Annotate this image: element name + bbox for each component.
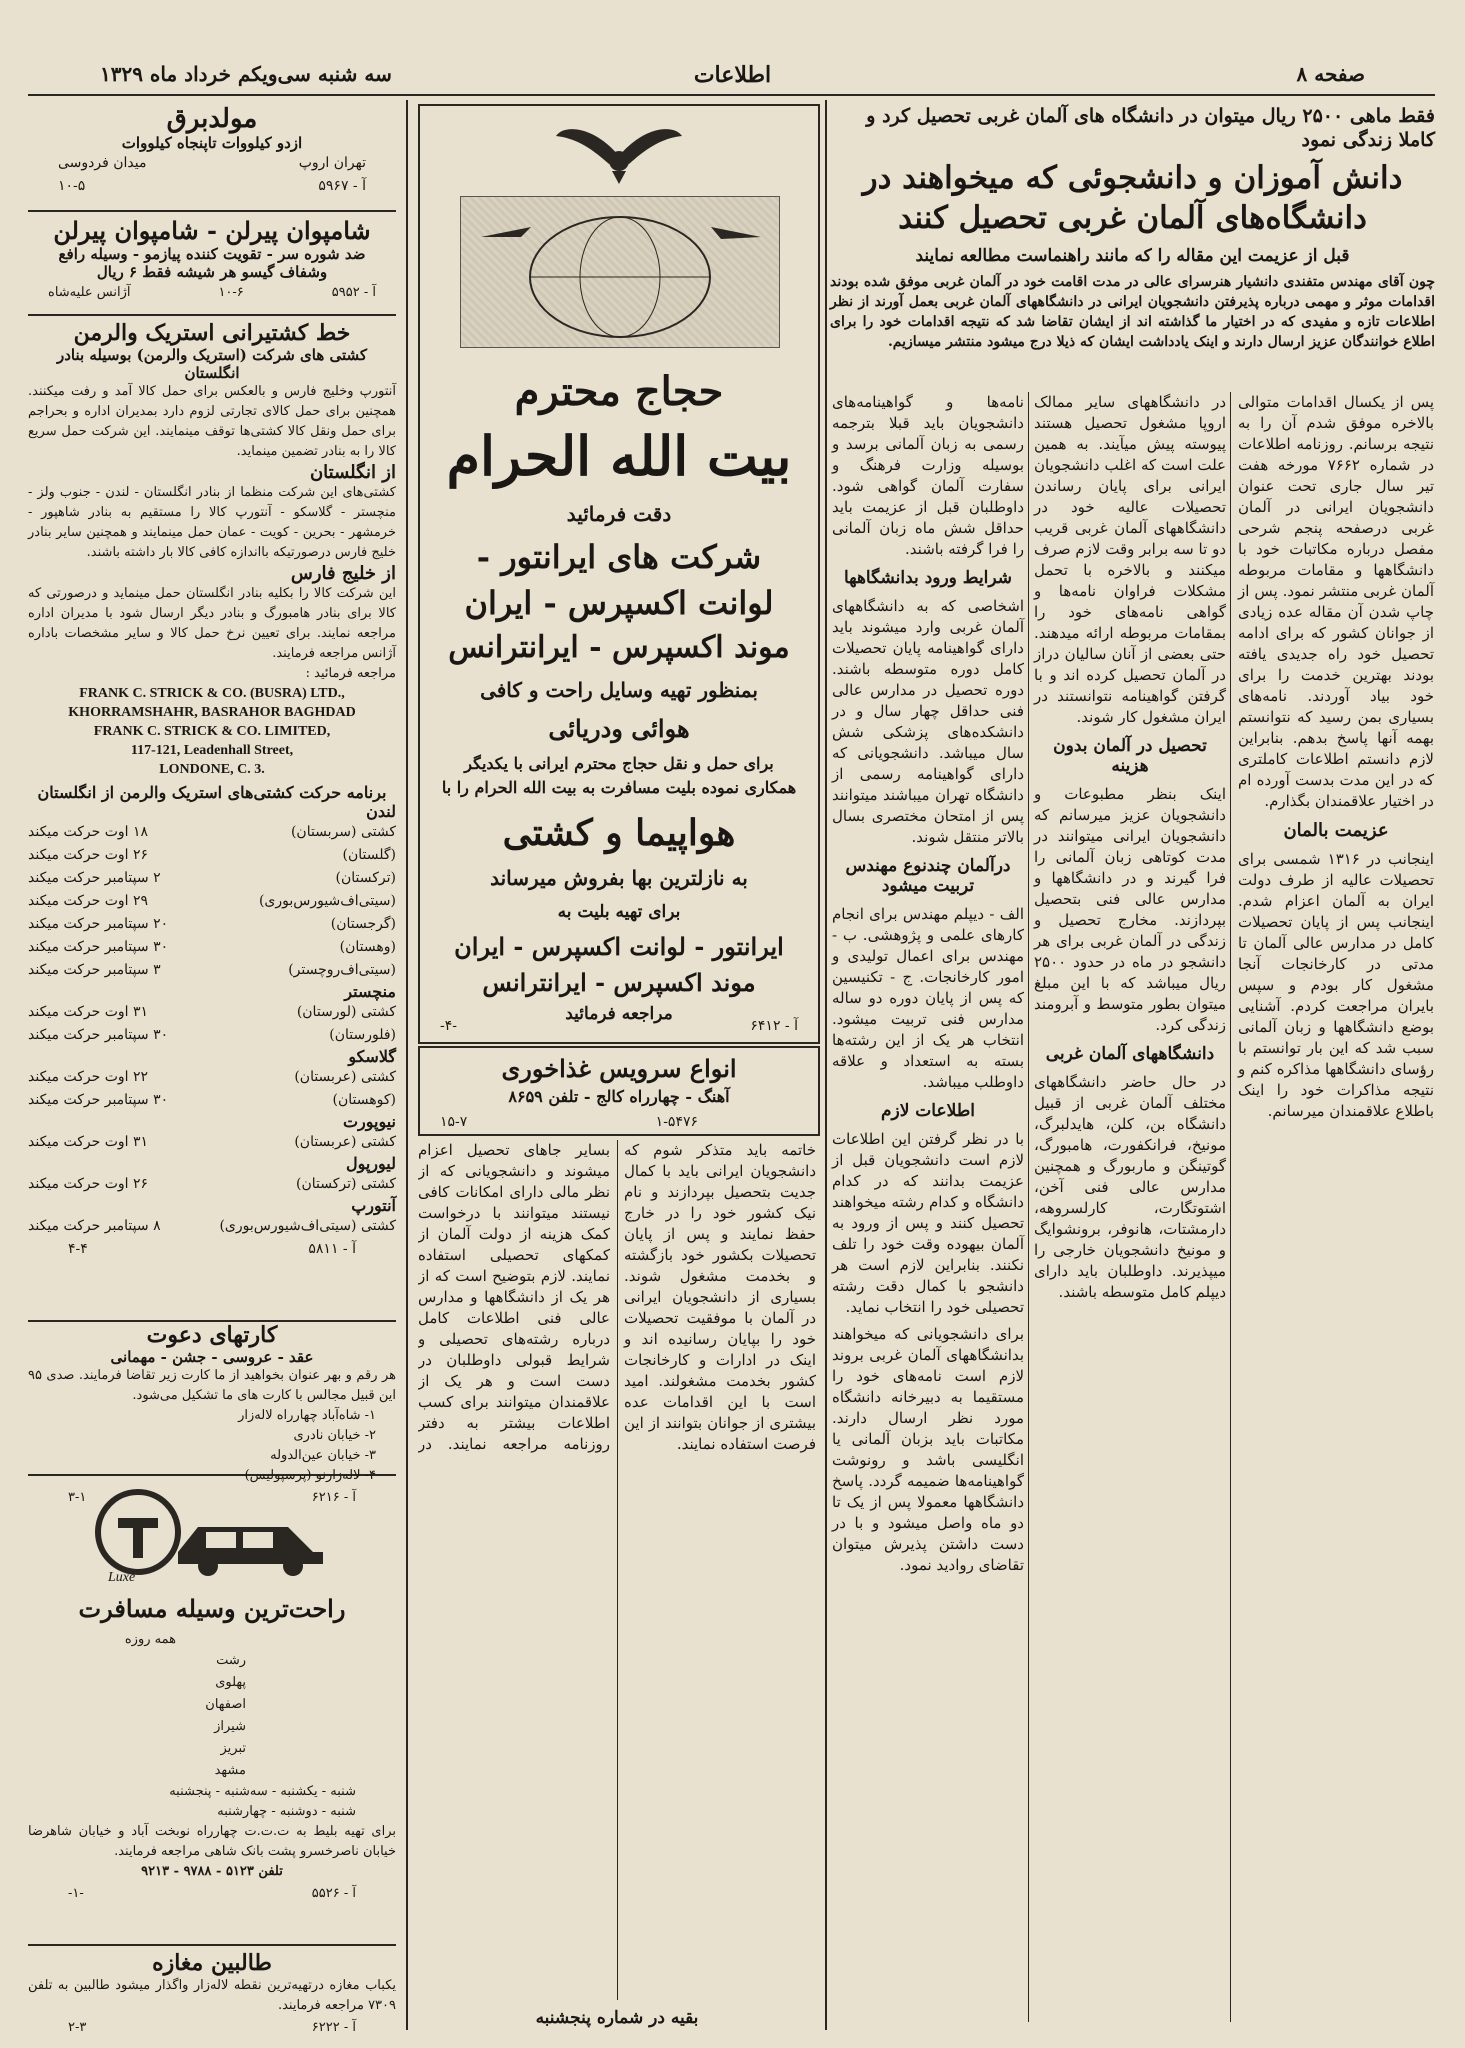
- ship-departure: ۲۹ اوت حرکت میکند: [28, 893, 149, 909]
- travel-city: تبریز: [220, 1741, 246, 1756]
- invitation-cards-ad: [28, 1320, 396, 1505]
- travel-city: مشهد: [214, 1763, 246, 1778]
- schedule-row: [28, 1066, 396, 1089]
- subhead: درآلمان چندنوع مهندس تربیت میشود: [845, 856, 1011, 896]
- schedule-row: [28, 821, 396, 844]
- page-number: صفحه ۸: [1296, 62, 1365, 86]
- shipping-title: خط کشتیرانی استریک والرمن: [73, 320, 351, 346]
- shipping-text: آنتورپ وخلیج فارس و بالعکس برای حمل کالا آمد و رفت میکنند. همچنین برای حمل کالای تجارتی لزوم دارد بمدیران اداره و بحراجم برای حمل ونقل کالا کشتی‌ها توقف مینمایند. این شرکت حمل سریع کالا را به بنادر تضمین مینماید.: [28, 384, 396, 459]
- continued-article: [418, 1140, 816, 2000]
- ship-departure: ۳۰ سپتامبر حرکت میکند: [28, 939, 169, 955]
- article-deck: قبل از عزیمت این مقاله را که مانند راهنماست مطالعه نمایند: [915, 246, 1350, 266]
- ad-code: -۱-: [68, 1886, 84, 1901]
- ad-code: ۲-۳: [68, 2020, 87, 2035]
- ad-code: آ - ۵۹۶۷: [318, 178, 366, 194]
- shop-text: یکباب مغازه درتهیه‌ترین نقطه لاله‌زار واگذار میشود طالبین به تلفن ۷۳۰۹ مراجعه فرمایند.: [28, 1978, 396, 2013]
- subhead: شرایط ورود بدانشگاهها: [843, 568, 1013, 588]
- schedule-antwerp: [28, 1215, 396, 1238]
- port-label: لیورپول: [345, 1154, 396, 1173]
- english-address: LONDONE, C. 3.: [159, 762, 265, 777]
- generator-address: میدان فردوسی: [58, 155, 147, 171]
- ship-name: (وهستان): [339, 939, 396, 955]
- ship-departure: ۲ سپتامبر حرکت میکند: [28, 870, 161, 886]
- ship-departure: ۱۸ اوت حرکت میکند: [28, 824, 149, 840]
- cards-subtitle: عقد - عروسی - جشن - مهمانی: [110, 1348, 314, 1366]
- ship-name: کشتی (عربستان): [294, 1069, 396, 1085]
- shop-ad: [28, 1950, 396, 2035]
- schedule-row: [28, 936, 396, 959]
- hajj-notice: دقت فرمائید: [566, 502, 672, 526]
- ship-departure: ۳۱ اوت حرکت میکند: [28, 1004, 149, 1020]
- schedule-row: [28, 1215, 396, 1238]
- shampoo-title: شامپوان پیرلن - شامپوان پیرلن: [53, 216, 371, 245]
- cards-address: ۲- خیابان نادری: [293, 1428, 376, 1443]
- port-label: لندن: [366, 802, 396, 821]
- travel-phone: تلفن ۵۱۲۳ - ۹۷۸۸ - ۹۲۱۳: [141, 1864, 283, 1879]
- travel-ad: [28, 1482, 396, 1942]
- shipping-text: این شرکت کالا را بکلیه بنادر انگلستان حمل مینماید و درصورتی که کالا برای بنادر هامبورگ و بنادر دیگر ارسال شود با مدیران اداره مراجعه نمایند. برای تعیین نرخ حمل کالا و سایر مشخصات باداره آژانس مراجعه فرمایند.: [28, 586, 396, 661]
- cards-address: ۳- خیابان عین‌الدوله: [270, 1448, 376, 1463]
- shipping-subtitle: کشتی های شرکت (استریک والرمن) بوسیله بنادر انگلستان: [56, 346, 368, 382]
- company-names: لوانت اکسپرس - ایران: [464, 584, 774, 622]
- schedule-glasgow: [28, 1066, 396, 1112]
- ad-code: ۱۰-۵: [58, 178, 86, 194]
- article-headline: دانش آموزان و دانشجوئی که میخواهند در دانشگاه‌های آلمان غربی تحصیل کنند: [862, 160, 1403, 236]
- ship-departure: ۲۲ اوت حرکت میکند: [28, 1069, 149, 1085]
- ship-name: (سیتی‌اف‌روچستر): [288, 962, 396, 978]
- ship-departure: ۳۰ سپتامبر حرکت میکند: [28, 1092, 169, 1108]
- ship-departure: ۲۶ اوت حرکت میکند: [28, 1176, 149, 1192]
- ship-name: (گلستان): [342, 847, 396, 863]
- article-paragraph: الف - دیپلم مهندس برای انجام کارهای علمی و پژوهشی. ب - مهندس برای اعمال تولیدی و امور کارخانجات. ج - تکنیسین که پس از پایان دوره دو ساله مدارس فنی تربیت میشود. انتخاب هر یک از این رشته‌ها بسته به استعداد و علاقه داوطلب میباشد.: [832, 905, 1024, 1091]
- ad-code: -۴-: [440, 1018, 457, 1034]
- generator-subtitle: ازدو کیلووات تاپنجاه کیلووات: [121, 134, 303, 152]
- ad-code: آ - ۶۲۲۲: [311, 2020, 356, 2035]
- article-paragraph: اشخاصی که به دانشگاههای آلمان غربی وارد میشوند باید دارای گواهینامه پایان تحصیلات کامل دوره متوسطه باشند. دوره تحصیل در مدارس عالی فنی حداقل چهار سال و در دانشکده‌های پزشکی شش سال میباشد. دانشجویانی که دارای گواهینامه رسمی از دانشگاه تهران میباشند میتوانند پس از امتحان مختصری بسال بالاتر منتقل شوند.: [832, 597, 1024, 846]
- ad-code: ۳-۱: [68, 1490, 87, 1505]
- travel-city: اصفهان: [205, 1697, 246, 1712]
- article-intro: چون آقای مهندس متفندی دانشیار هنرسرای عالی در مدت اقامت خود در آلمان غربی موفق شده بودند اقدامات موثر و مهمی درباره پذیرفتن دانشجویان ایرانی در دانشگاههای آلمان غربی بعمل آورند از نظر اطلاعات تازه و مفیدی که در اختیار ما گذاشته اند از ایشان تقاضا شد که نتیجه اقدامات خود را برای اطلاع خوانندگان عزیز ارسال دارند و اینک یادداشت ایشان که ذیلا درج میشود منتشر میسازیم.: [830, 274, 1435, 350]
- schedule-row: [28, 959, 396, 982]
- schedule-row: [28, 913, 396, 936]
- article-column-3: [832, 392, 1024, 1576]
- travel-city: پهلوی: [215, 1675, 246, 1690]
- hajj-means: هوائی ودریائی: [548, 714, 690, 743]
- english-address: FRANK C. STRICK & CO. LIMITED,: [93, 724, 331, 739]
- english-address: FRANK C. STRICK & CO. (BUSRA) LTD.,: [79, 686, 345, 701]
- hajj-agents: ایرانتور - لوانت اکسپرس - ایران: [454, 932, 784, 961]
- catering-address: آهنگ - چهارراه کالج - تلفن ۸۶۵۹: [508, 1087, 730, 1106]
- generator-ad: [28, 104, 396, 214]
- article-paragraph: در حال حاضر دانشگاههای مختلف آلمان غربی از قبیل دانشگاه بن، کلن، هایدلبرگ، مونیخ، فرانکفورت، هامبورگ، گوتینگن و ماربورگ و همچنین مدارس عالی فنی آخن، اشتوتگارت، کارلسروهه، دارمشتات، هانوفر، برونشوایگ و مونیخ دانشجویان خارجی را میپذیرند. داوطلبان باید دارای دیپلم کامل متوسطه باشند.: [1034, 1073, 1226, 1301]
- travel-days: شنبه - یکشنبه - سه‌شنبه - پنجشنبه: [169, 1784, 356, 1799]
- ad-divider: [28, 314, 396, 316]
- ad-code: ۱۵-۷: [440, 1114, 468, 1130]
- hajj-description: برای حمل و نقل حجاج محترم ایرانی با یکدیگر همکاری نموده بلیت مسافرت به بیت الله الحرام را با: [441, 754, 797, 797]
- shipping-ad: [28, 320, 396, 1261]
- generator-address: تهران اروپ: [298, 155, 366, 171]
- shipping-refer: مراجعه فرمائید :: [305, 666, 396, 681]
- schedule-row: [28, 890, 396, 913]
- shipping-subhead: از انگلستان: [309, 462, 396, 483]
- ad-code: ۱۰-۶: [218, 285, 244, 300]
- ship-name: کشتی (سربستان): [290, 824, 396, 840]
- schedule-newport: [28, 1131, 396, 1154]
- main-article: [830, 104, 1435, 352]
- schedule-row: [28, 844, 396, 867]
- ad-code: آ - ۵۸۱۱: [308, 1241, 356, 1257]
- shampoo-text: ضد شوره سر - تقویت کننده پیازمو - وسیله رافع: [58, 245, 366, 263]
- subhead: عزیمت بالمان: [1283, 820, 1389, 841]
- ship-name: کشتی (سیتی‌اف‌شیورس‌بوری): [219, 1218, 396, 1234]
- travel-text: برای تهیه بلیط به ت.ت.ت چهارراه نوبخت آباد و خیابان شاهرضا خیابان ناصرخسرو پشت بانک شاهی مراجعه فرمایند.: [28, 1824, 396, 1859]
- hajj-ticket: برای تهیه بلیت به: [557, 902, 681, 922]
- travel-header: همه روزه: [124, 1632, 176, 1647]
- ship-name: کشتی (عربستان): [294, 1134, 396, 1150]
- ad-code: ۱-۵۴۷۶: [655, 1114, 698, 1130]
- ad-code: آ - ۵۵۲۶: [311, 1886, 356, 1901]
- company-names: موند اکسپرس - ایرانترانس: [448, 630, 790, 665]
- column-rule: [1230, 392, 1231, 2022]
- schedule-row: [28, 1001, 396, 1024]
- schedule-row: [28, 1131, 396, 1154]
- article-paragraph: در دانشگاههای سایر ممالک اروپا مشغول تحصیل هستند پیوسته پیش میآیند. به همین علت است که اغلب دانشجویان ایرانی برای پایان رساندن تحصیلات عالیه خود در دانشگاههای آلمان غربی قریب دو تا سه برابر وقت لازم صرف میکنند و بالاخره با تحمل مشکلات فراوان نامه‌ها و گواهی نامه‌های خود را بمقامات مربوطه ارائه میدهند. حتی بعضی از آنان سالیان دراز در آلمان تحصیل کرده اند و با گرفتن گواهینامه نتوانستند در ایران مشغول کار شوند.: [1034, 393, 1226, 726]
- article-paragraph: اینجانب در ۱۳۱۶ شمسی برای تحصیلات عالیه از طرف دولت ایران به آلمان اعزام شدم. اینجانب پس از پایان تحصیلات کامل در مدارس عالی آلمان تا مدتی در کارخانجات آنجا مشغول کار بودم و سپس بایران مراجعت کردم. آشنایی بوضع دانشگاهها و زبان آلمانی سبب شد که این بار توانستم با رؤسای دانشگاهها مذاکره کنم و نتیجه مذاکرات خود را اینک باطلاع علاقمندان میرسانم.: [1238, 850, 1434, 1120]
- travel-title: راحت‌ترین وسیله مسافرت: [78, 1594, 346, 1623]
- article-paragraph: برای دانشجویانی که میخواهند بدانشگاههای آلمان غربی بروند لازم است نامه‌های خود را مستقیما به دبیرخانه دانشگاه مورد نظر ارسال دارند. مکاتبات باید بزبان آلمانی یا انگلیسی باشد و رونوشت گواهینامه‌ها ضمیمه گردد. پاسخ دانشگاهها معمولا پس از یک تا دو ماه واصل میشود و با در دست داشتن پذیرش میتوان تقاضای روادید نمود.: [832, 1325, 1024, 1574]
- cards-text: هر رقم و بهر عنوان بخواهید از ما کارت زیر تقاضا فرمایند. صدی ۹۵ این قبیل مجالس با کارت های ما تشکیل می‌شود.: [28, 1368, 396, 1403]
- subhead: تحصیل در آلمان بدون هزینه: [1053, 736, 1207, 776]
- hajj-agents: موند اکسپرس - ایرانترانس: [482, 968, 756, 997]
- ad-code: ۴-۴: [68, 1241, 88, 1257]
- schedule-title: برنامه حرکت کشتی‌های استریک والرمن از انگلستان: [37, 783, 387, 802]
- hajj-price: به نازلترین بها بفروش میرساند: [490, 866, 748, 890]
- shipping-text: کشتی‌های این شرکت منظما از بنادر انگلستان - لندن - جنوب ولز - منچستر - گلاسکو - آنتورپ کالا را مستقیم به بنادر شاهپور - خرمشهر - بحرین - کویت - عمان حمل مینمایند و همچنین سایر بنادر خلیج فارس درصورتیکه بااندازه کافی کالا بار داشته باشند.: [28, 485, 396, 560]
- hajj-purpose: بمنظور تهیه وسایل راحت و کافی: [480, 678, 758, 702]
- schedule-london: [28, 821, 396, 982]
- newspaper-name: اطلاعات: [693, 62, 772, 88]
- shipping-subhead: از خلیج فارس: [290, 563, 396, 584]
- english-address: KHORRAMSHAHR, BASRAHOR BAGHDAD: [68, 705, 356, 720]
- hajj-title-2: بیت الله الحرام: [446, 424, 792, 488]
- ship-name: (ترکستان): [335, 870, 396, 886]
- port-label: آنتورپ: [351, 1196, 396, 1215]
- logo-text: Luxe: [108, 1570, 136, 1585]
- subhead: اطلاعات لازم: [880, 1101, 976, 1121]
- port-label: گلاسکو: [348, 1047, 396, 1066]
- schedule-manchester: [28, 1001, 396, 1047]
- cards-address: ۱- شاه‌آباد چهارراه لاله‌زار: [238, 1408, 376, 1423]
- column-rule: [825, 100, 827, 2030]
- masthead-rule: [28, 94, 1435, 96]
- column-rule: [406, 100, 408, 2030]
- travel-city: شیراز: [214, 1719, 246, 1734]
- schedule-row: [28, 867, 396, 890]
- generator-title: مولدبرق: [166, 104, 258, 134]
- shampoo-text: وشفاف گیسو هر شیشه فقط ۶ ریال: [96, 263, 328, 281]
- ship-departure: ۸ سپتامبر حرکت میکند: [28, 1218, 161, 1234]
- schedule-row: [28, 1024, 396, 1047]
- ad-divider: [28, 210, 396, 212]
- article-paragraph: نامه‌ها و گواهینامه‌های دانشجویان باید قبلا بترجمه رسمی به زبان آلمانی برسد و بوسیله وزارت فرهنگ و سفارت آلمان گواهی شود. داوطلبان قبل از عزیمت باید حداقل شش ماه زبان آلمانی را فرا گرفته باشند.: [832, 393, 1024, 558]
- schedule-row: [28, 1173, 396, 1196]
- shampoo-store: آژانس عليه‌شاه: [48, 285, 131, 300]
- shampoo-ad: [28, 216, 396, 312]
- car-logo-icon: [88, 1482, 338, 1592]
- article-paragraph: بسایر جاهای تحصیل اعزام میشوند و دانشجویانی که از نظر مالی دارای امکانات کافی نیستند میتوانند با درخواست کمک هزینه از دولت آلمان از کمکهای تحصیلی استفاده نمایند. لازم بتوضیح است که از هر یک از دانشگاهها و مدارس عالی فنی اطلاعات کامل درباره رشته‌های تحصیلی و شرایط قبولی داوطلبان در دست است و هر یک از علاقمندان میتوانند برای کسب اطلاعات بیشتر به دفتر روزنامه مراجعه نمایند. در خاتمه باید متذکر شوم که دانشجویان ایرانی باید با کمال جدیت بتحصیل بپردازند و نام نیک کشور خود را در خارج حفظ نمایند و پس از پایان تحصیلات بکشور خود بازگشته و بخدمت مشغول شوند. بسیاری از دانشجویان ایرانی در آلمان با موفقیت تحصیلات خود را بپایان رسانیده اند و اینک در ادارات و کارخانجات کشور بخدمت مشغولند. امید است با این اقدامات عده بیشتری از جوانان بتوانند از این فرصت استفاده نمایند.: [418, 1141, 816, 1453]
- catering-ad: [418, 1046, 820, 1136]
- ship-departure: ۲۰ سپتامبر حرکت میکند: [28, 916, 169, 932]
- article-column-2: [1034, 392, 1226, 1303]
- ship-name: کشتی (لورستان): [296, 1004, 396, 1020]
- port-label: نیوپورت: [342, 1112, 396, 1131]
- hajj-transport: هواپیما و کشتی: [502, 812, 736, 854]
- article-kicker: فقط ماهی ۲۵۰۰ ریال میتوان در دانشگاه های آلمان غربی تحصیل کرد و کاملا زندگی نمود: [866, 105, 1435, 151]
- ad-code: آ - ۶۴۱۲: [750, 1018, 798, 1034]
- ad-code: آ - ۵۹۵۲: [331, 285, 376, 300]
- ship-departure: ۳۱ اوت حرکت میکند: [28, 1134, 149, 1150]
- ad-divider: [28, 1944, 396, 1946]
- hajj-refer: مراجعه فرمائید: [565, 1004, 673, 1024]
- english-address: 117-121, Leadenhall Street,: [130, 743, 294, 758]
- schedule-row: [28, 1089, 396, 1112]
- issue-date: سه شنبه سی‌ویکم خرداد ماه ۱۳۲۹: [100, 62, 392, 86]
- column-rule: [1028, 392, 1029, 2022]
- cards-title: کارتهای دعوت: [146, 1322, 278, 1348]
- shop-title: طالبین مغازه: [152, 1950, 272, 1976]
- continued-note: بقیه در شماره پنجشنبه: [535, 2008, 699, 2028]
- ship-name: کشتی (ترکستان): [296, 1176, 396, 1192]
- port-label: منچستر: [344, 982, 396, 1001]
- article-column-1: [1238, 392, 1434, 1122]
- ship-name: (فلورستان): [329, 1027, 396, 1043]
- winged-emblem-icon: [554, 116, 684, 186]
- article-paragraph: اینک بنظر مطبوعات و دانشجویان عزیز میرسانم که دانشجویان ایرانی میتوانند در مدت کوتاهی زبان آلمانی را فرا گیرند و در دانشگاهها و مدارس عالی فنی بتحصیل بپردازند. مخارج تحصیل و زندگی در آلمان غربی برای هر دانشجو در ماه در حدود ۲۵۰۰ ریال میباشد که با این مبلغ میتوان بطور متوسط و آبرومند زندگی کرد.: [1034, 785, 1226, 1034]
- ship-name: (سیتی‌اف‌شیورس‌بوری): [258, 893, 396, 909]
- globe-airplane-illustration: [460, 196, 780, 348]
- travel-days: شنبه - دوشنبه - چهارشنبه: [217, 1804, 356, 1819]
- hajj-title: حجاج محترم: [514, 368, 724, 415]
- ad-code: آ - ۶۲۱۶: [311, 1490, 356, 1505]
- catering-title: انواع سرویس غذاخوری: [501, 1054, 737, 1083]
- ship-departure: ۳۰ سپتامبر حرکت میکند: [28, 1027, 169, 1043]
- ship-name: (کوهستان): [332, 1092, 396, 1108]
- schedule-liverpool: [28, 1173, 396, 1196]
- ship-departure: ۲۶ اوت حرکت میکند: [28, 847, 149, 863]
- cards-address: ۴- لاله‌زارنو (پرسپولیس): [244, 1468, 376, 1483]
- article-paragraph: پس از یکسال اقدامات متوالی بالاخره موفق شدم آن را به نتیجه برسانم. روزنامه اطلاعات در شماره ۷۶۶۲ مورخه هفت تیر سال جاری تحت عنوان دانشجویان ایرانی در آلمان غربی درصفحه پنجم شرحی مفصل درباره مکاتبات خود با دانشگاهها و مقامات مربوطه آلمان غربی منتشر نمود. پس از چاپ شدن آن مقاله عده زیادی از جوانان کشور که برای ادامه تحصیل خود راه جدیدی یافته بودند بهترین خدمت را برای خود بیاد آوردند. نامه‌های بسیاری بمن رسید که نتوانستم بهمه آنها پاسخ بدهم. بنابراین لازم دانستم اطلاعات کاملتری که در این مدت بدست آورده ام در اختیار علاقمندان بگذارم.: [1238, 393, 1434, 810]
- ship-departure: ۳ سپتامبر حرکت میکند: [28, 962, 161, 978]
- hajj-ad: [418, 104, 820, 1044]
- subhead: دانشگاههای آلمان غربی: [1045, 1044, 1215, 1064]
- ship-name: (گرجستان): [330, 916, 396, 932]
- masthead: [100, 62, 1365, 92]
- travel-city: رشت: [216, 1653, 246, 1668]
- article-paragraph: با در نظر گرفتن این اطلاعات لازم است دانشجویان قبل از عزیمت بدانند که در کدام دانشگاه و کدام رشته میخواهند تحصیل کنند و پس از ورود به آلمان بیهوده وقت خود را تلف نکنند. بنابراین لازم است هر دانشجو با کمال دقت رشته تحصیلی خود را انتخاب نماید.: [832, 1130, 1024, 1316]
- company-names: شرکت های ایرانتور -: [476, 538, 762, 576]
